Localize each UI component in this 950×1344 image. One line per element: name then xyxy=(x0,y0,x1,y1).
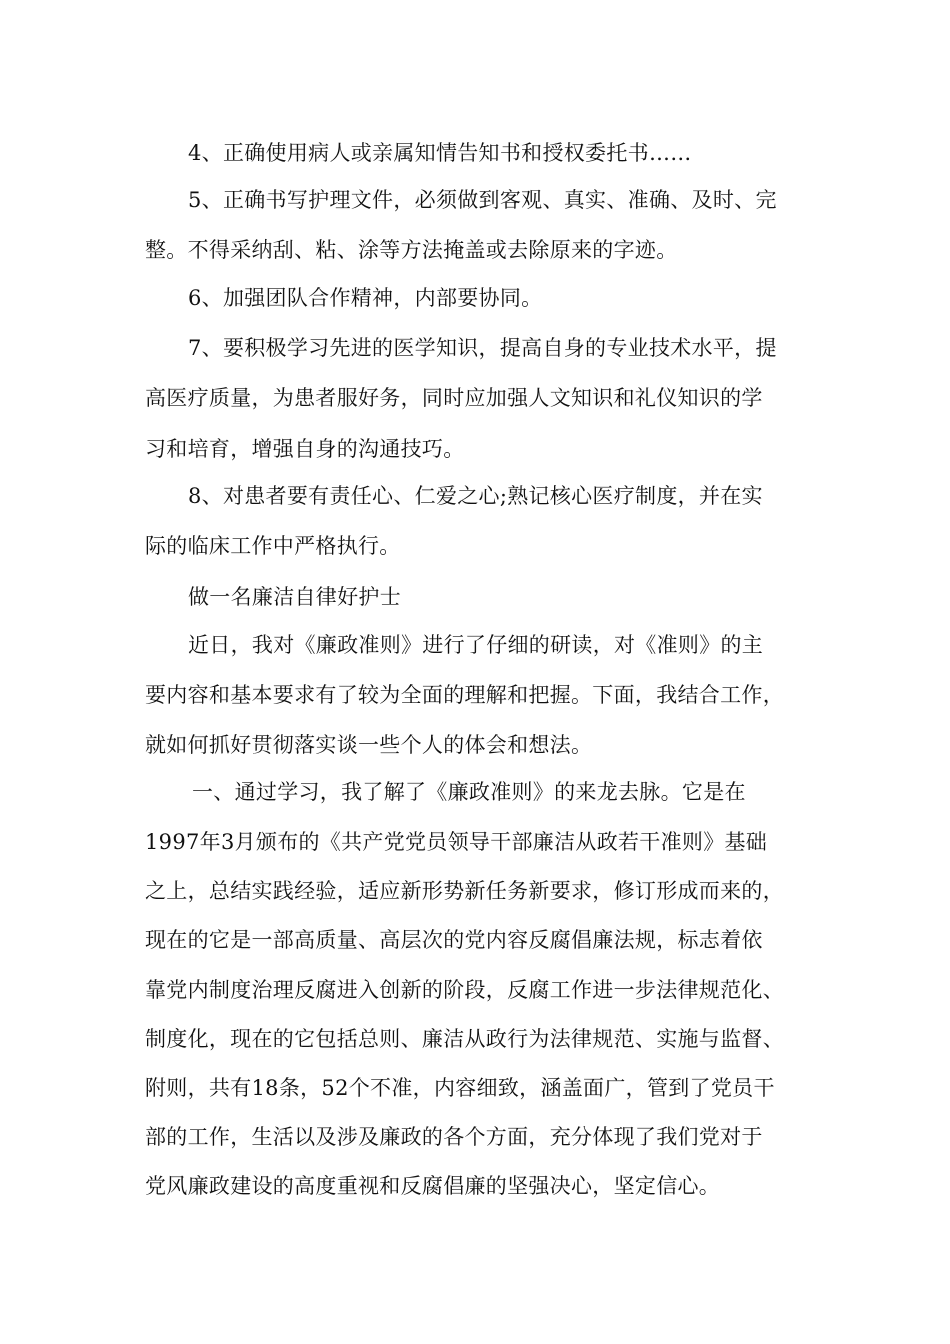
text-line: 要内容和基本要求有了较为全面的理解和把握。下面，我结合工作， xyxy=(145,683,784,707)
text-line: 5、正确书写护理文件，必须做到客观、真实、准确、及时、完 xyxy=(188,188,777,212)
text-line: 制度化，现在的它包括总则、廉洁从政行为法律规范、实施与监督、 xyxy=(145,1027,784,1051)
text-line: 近日，我对《廉政准则》进行了仔细的研读，对《准则》的主 xyxy=(188,633,764,657)
text-line: 高医疗质量，为患者服好务，同时应加强人文知识和礼仪知识的学 xyxy=(145,386,763,410)
text-line: 4、正确使用病人或亲属知情告知书和授权委托书…… xyxy=(188,141,692,165)
text-line: 就如何抓好贯彻落实谈一些个人的体会和想法。 xyxy=(145,733,593,757)
text-line: 之上，总结实践经验，适应新形势新任务新要求，修订形成而来的， xyxy=(145,879,784,903)
text-line: 现在的它是一部高质量、高层次的党内容反腐倡廉法规，标志着依 xyxy=(145,928,763,952)
text-line: 8、对患者要有责任心、仁爱之心;熟记核心医疗制度，并在实 xyxy=(188,484,763,508)
text-line: 靠党内制度治理反腐进入创新的阶段，反腐工作进一步法律规范化、 xyxy=(145,978,784,1002)
text-line: 1997年3月颁布的《共产党党员领导干部廉洁从政若干准则》基础 xyxy=(145,830,768,854)
text-line: 党风廉政建设的高度重视和反腐倡廉的坚强决心，坚定信心。 xyxy=(145,1174,721,1198)
text-line: 6、加强团队合作精神，内部要协同。 xyxy=(188,286,543,310)
text-line: 部的工作，生活以及涉及廉政的各个方面，充分体现了我们党对于 xyxy=(145,1125,763,1149)
text-line: 习和培育，增强自身的沟通技巧。 xyxy=(145,437,465,461)
text-line: 整。不得采纳刮、粘、涂等方法掩盖或去除原来的字迹。 xyxy=(145,238,678,262)
text-line: 一、通过学习，我了解了《廉政准则》的来龙去脉。它是在 xyxy=(192,780,746,804)
text-line: 7、要积极学习先进的医学知识，提高自身的专业技术水平，提 xyxy=(188,336,777,360)
text-line: 附则，共有18条，52个不准，内容细致，涵盖面广，管到了党员干 xyxy=(145,1076,775,1100)
section-title: 做一名廉洁自律好护士 xyxy=(188,585,401,609)
text-line: 际的临床工作中严格执行。 xyxy=(145,534,401,558)
